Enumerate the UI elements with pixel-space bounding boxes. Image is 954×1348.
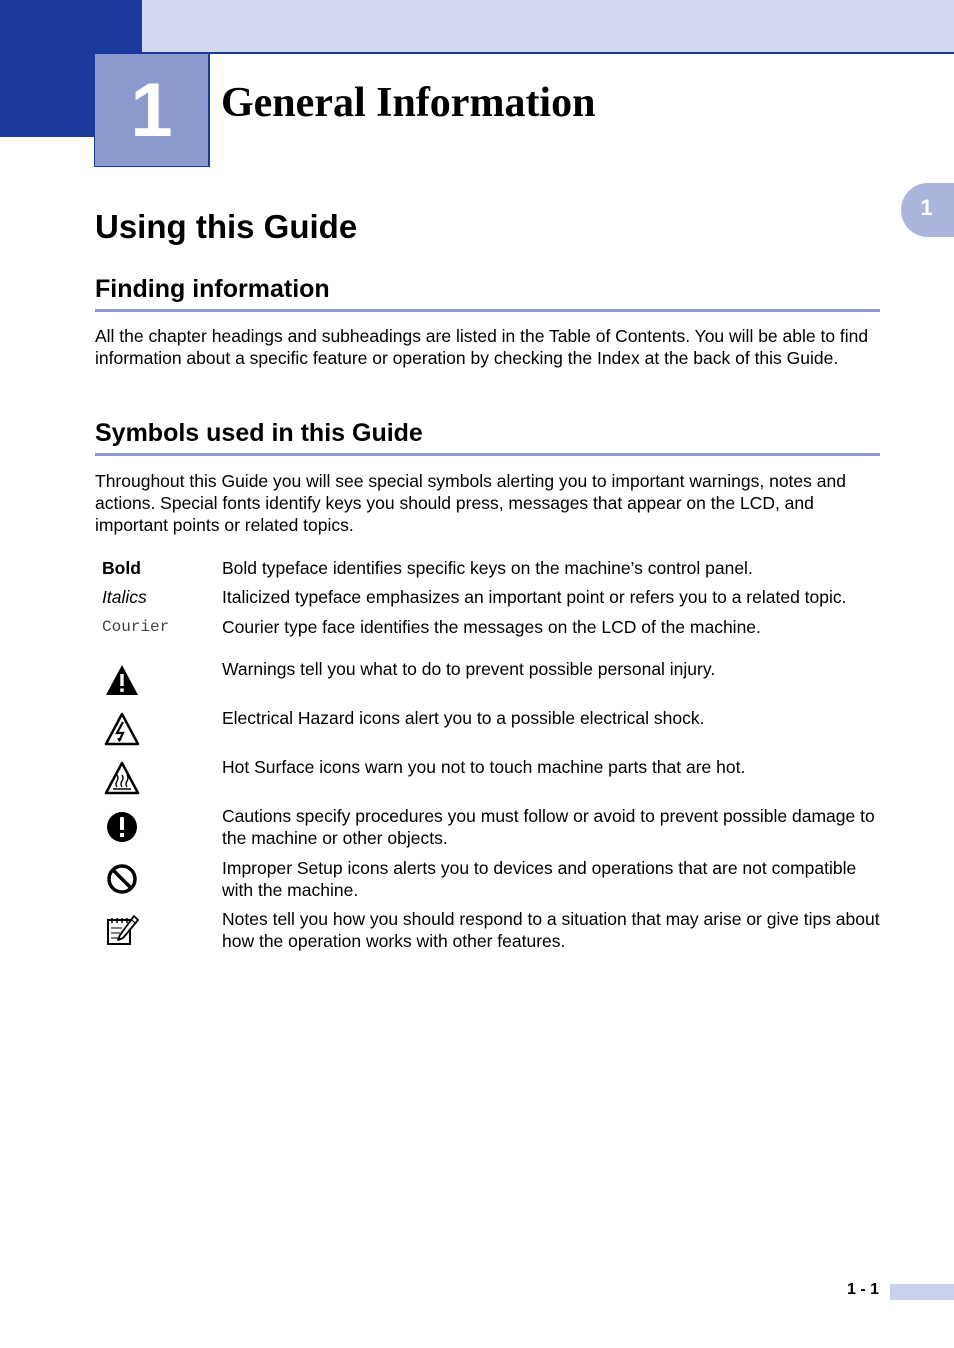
symbols-heading: Symbols used in this Guide [95, 417, 880, 456]
finding-info-heading: Finding information [95, 273, 880, 312]
footer-bar [890, 1284, 954, 1300]
caution-icon [104, 809, 140, 845]
improper-setup-desc: Improper Setup icons alerts you to devices and operations that are not compatible with the machine. [222, 858, 857, 900]
header-light-band [142, 0, 954, 54]
note-icon [104, 912, 140, 948]
chapter-divider [209, 53, 210, 167]
electrical-hazard-icon [104, 711, 140, 747]
font-term-courier: Courier [102, 618, 170, 636]
chapter-number: 1 [94, 53, 209, 167]
chapter-title: General Information [221, 80, 596, 126]
font-term-italics: Italics [102, 587, 147, 607]
font-term-bold: Bold [102, 558, 141, 578]
electrical-desc: Electrical Hazard icons alert you to a possible electrical shock. [222, 708, 705, 728]
font-desc-italics: Italicized typeface emphasizes an important point or refers you to a related topic. [222, 587, 847, 607]
improper-setup-icon [104, 861, 140, 897]
font-desc-bold: Bold typeface identifies specific keys on the machine’s control panel. [222, 558, 753, 578]
caution-desc: Cautions specify procedures you must follow or avoid to prevent possible damage to the machine or other objects. [222, 806, 875, 848]
page-number: 1 - 1 [847, 1281, 880, 1298]
font-desc-courier: Courier type face identifies the messages on the LCD of the machine. [222, 617, 761, 637]
warning-icon [104, 662, 140, 698]
chapter-side-tab[interactable]: 1 [901, 183, 954, 237]
hot-surface-icon [104, 760, 140, 796]
finding-info-body: All the chapter headings and subheadings are listed in the Table of Contents. You will be able to find information about a specific feature or operation by checking the Index at the back of this Guide. [95, 326, 869, 368]
symbols-body: Throughout this Guide you will see special symbols alerting you to important warnings, notes and actions. Special fonts identify keys you should press, messages that appear on the LCD, and important points or related topics. [95, 471, 846, 535]
note-desc: Notes tell you how you should respond to a situation that may arise or give tips about how the operation works with other features. [222, 909, 880, 951]
hot-surface-desc: Hot Surface icons warn you not to touch machine parts that are hot. [222, 757, 746, 777]
warning-desc: Warnings tell you what to do to prevent possible personal injury. [222, 659, 716, 679]
section-title: Using this Guide [95, 208, 358, 245]
